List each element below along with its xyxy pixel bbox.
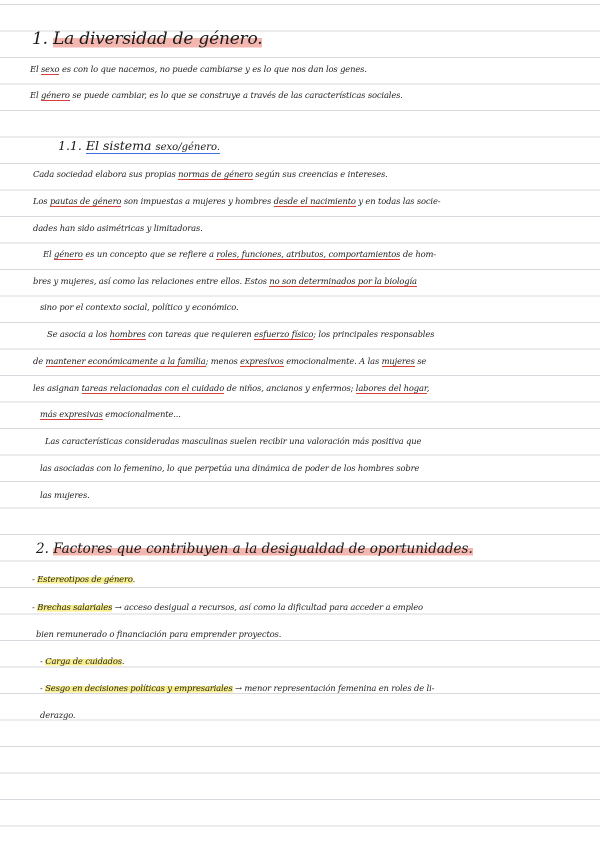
para4-line-1: Las características consideradas masculinas suelen recibir una valoración más positiva que	[45, 436, 422, 446]
para3-line-2	[33, 355, 426, 367]
subsection-number: 1.1.	[58, 138, 82, 153]
para3-line-1	[47, 328, 434, 340]
section-2-heading	[36, 541, 473, 557]
section-1-title: La diversidad de género.	[53, 29, 263, 49]
bullet-dash: -	[40, 656, 46, 666]
text-span: El	[30, 90, 42, 100]
text-span: Los	[33, 196, 50, 206]
text-span: les asignan	[33, 383, 82, 393]
para2-line-3: sino por el contexto social, político y económico.	[40, 302, 239, 312]
text-span: ,	[426, 383, 430, 393]
para1-line-2	[33, 195, 440, 207]
text-span: de niños, ancianos y enfermos;	[224, 383, 356, 393]
term-genero: género	[41, 90, 70, 100]
intro-line-2	[30, 89, 403, 101]
term-no-biologia: no son determinados por la biología	[269, 276, 417, 286]
section-1-number: 1.	[32, 29, 48, 49]
section-2-title: Factores que contribuyen a la desigualdad de oportunidades.	[53, 541, 473, 557]
term-sexo: sexo	[41, 64, 60, 74]
para3-line-4	[40, 408, 181, 420]
para2-line-2	[33, 275, 417, 287]
text-span: bres y mujeres, así como las relaciones entre ellos. Estos	[33, 276, 270, 286]
intro-line-1	[30, 63, 367, 75]
factor-estereotipos: Estereotipos de género	[37, 574, 133, 584]
section-2-number: 2.	[36, 541, 49, 557]
term-mas-expresivas: más expresivas	[40, 409, 103, 419]
text-span: son impuestas a mujeres y hombres	[121, 196, 274, 206]
bullet-dash: -	[32, 602, 38, 612]
section-1-heading	[32, 28, 262, 50]
term-normas-genero: normas de género	[178, 169, 253, 179]
text-span: de hom-	[400, 249, 436, 259]
term-tareas-cuidado: tareas relacionadas con el cuidado	[81, 383, 225, 393]
term-hombres: hombres	[109, 329, 146, 339]
factor-item-2	[32, 601, 423, 613]
subsection-title	[86, 138, 220, 154]
factor-item-4-cont: derazgo.	[40, 710, 76, 720]
factor-item-3	[40, 655, 124, 667]
text-span: → menor representación femenina en roles de li-	[232, 683, 435, 693]
text-span: ; los principales responsables	[313, 329, 435, 339]
para4-line-3: las mujeres.	[40, 490, 90, 500]
text-span: emocionalmente...	[102, 409, 181, 419]
term-pautas-genero: pautas de género	[49, 196, 122, 206]
term-mujeres: mujeres	[381, 356, 415, 366]
subsection-title-a: El sistema	[85, 138, 152, 153]
text-span: con tareas que requieren	[145, 329, 255, 339]
bullet-dash: -	[40, 683, 46, 693]
subsection-title-b: sexo/género.	[155, 142, 221, 153]
text-span: → acceso desigual a recursos, así como la dificultad para acceder a empleo	[112, 602, 423, 612]
text-span: El	[30, 64, 42, 74]
factor-item-2-cont: bien remunerado o financiación para emprender proyectos.	[36, 629, 282, 639]
term-roles: roles, funciones, atributos, comportamientos	[216, 249, 401, 259]
text-span: se puede cambiar, es lo que se construye a través de las características sociales.	[69, 90, 403, 100]
text-span: El	[43, 249, 55, 259]
term-labores-hogar: labores del hogar	[355, 383, 427, 393]
text-span: Se asocia a los	[47, 329, 110, 339]
para1-line-3: dades han sido asimétricas y limitadoras.	[33, 223, 203, 233]
para3-line-3	[33, 382, 429, 394]
text-span: es con lo que nacemos, no puede cambiarse y es lo que nos dan los genes.	[59, 64, 367, 74]
term-esfuerzo-fisico: esfuerzo físico	[254, 329, 314, 339]
factor-sesgo: Sesgo en decisiones políticas y empresariales	[45, 683, 233, 693]
text-span: .	[132, 574, 136, 584]
text-span: es un concepto que se refiere a	[82, 249, 217, 259]
para2-line-1	[43, 248, 436, 260]
factor-item-4	[40, 682, 434, 694]
text-span: se	[414, 356, 427, 366]
text-span: ; menos	[205, 356, 241, 366]
factor-brechas: Brechas salariales	[37, 602, 113, 612]
text-span: emocionalmente. A las	[283, 356, 382, 366]
text-span: Cada sociedad elabora sus propias	[33, 169, 179, 179]
factor-carga-cuidados: Carga de cuidados	[45, 656, 122, 666]
term-nacimiento: desde el nacimiento	[273, 196, 356, 206]
text-span: de	[33, 356, 46, 366]
term-genero-2: género	[54, 249, 83, 259]
text-span: .	[121, 656, 125, 666]
term-mantener-familia: mantener económicamente a la familia	[45, 356, 206, 366]
para4-line-2: las asociadas con lo femenino, lo que perpetúa una dinámica de poder de los hombres sobre	[40, 463, 420, 473]
factor-item-1	[32, 573, 135, 585]
subsection-1-1-heading	[58, 138, 220, 156]
text-span: según sus creencias e intereses.	[252, 169, 388, 179]
term-expresivos: expresivos	[240, 356, 284, 366]
para1-line-1	[33, 168, 388, 180]
bullet-dash: -	[32, 574, 38, 584]
text-span: y en todas las socie-	[355, 196, 441, 206]
